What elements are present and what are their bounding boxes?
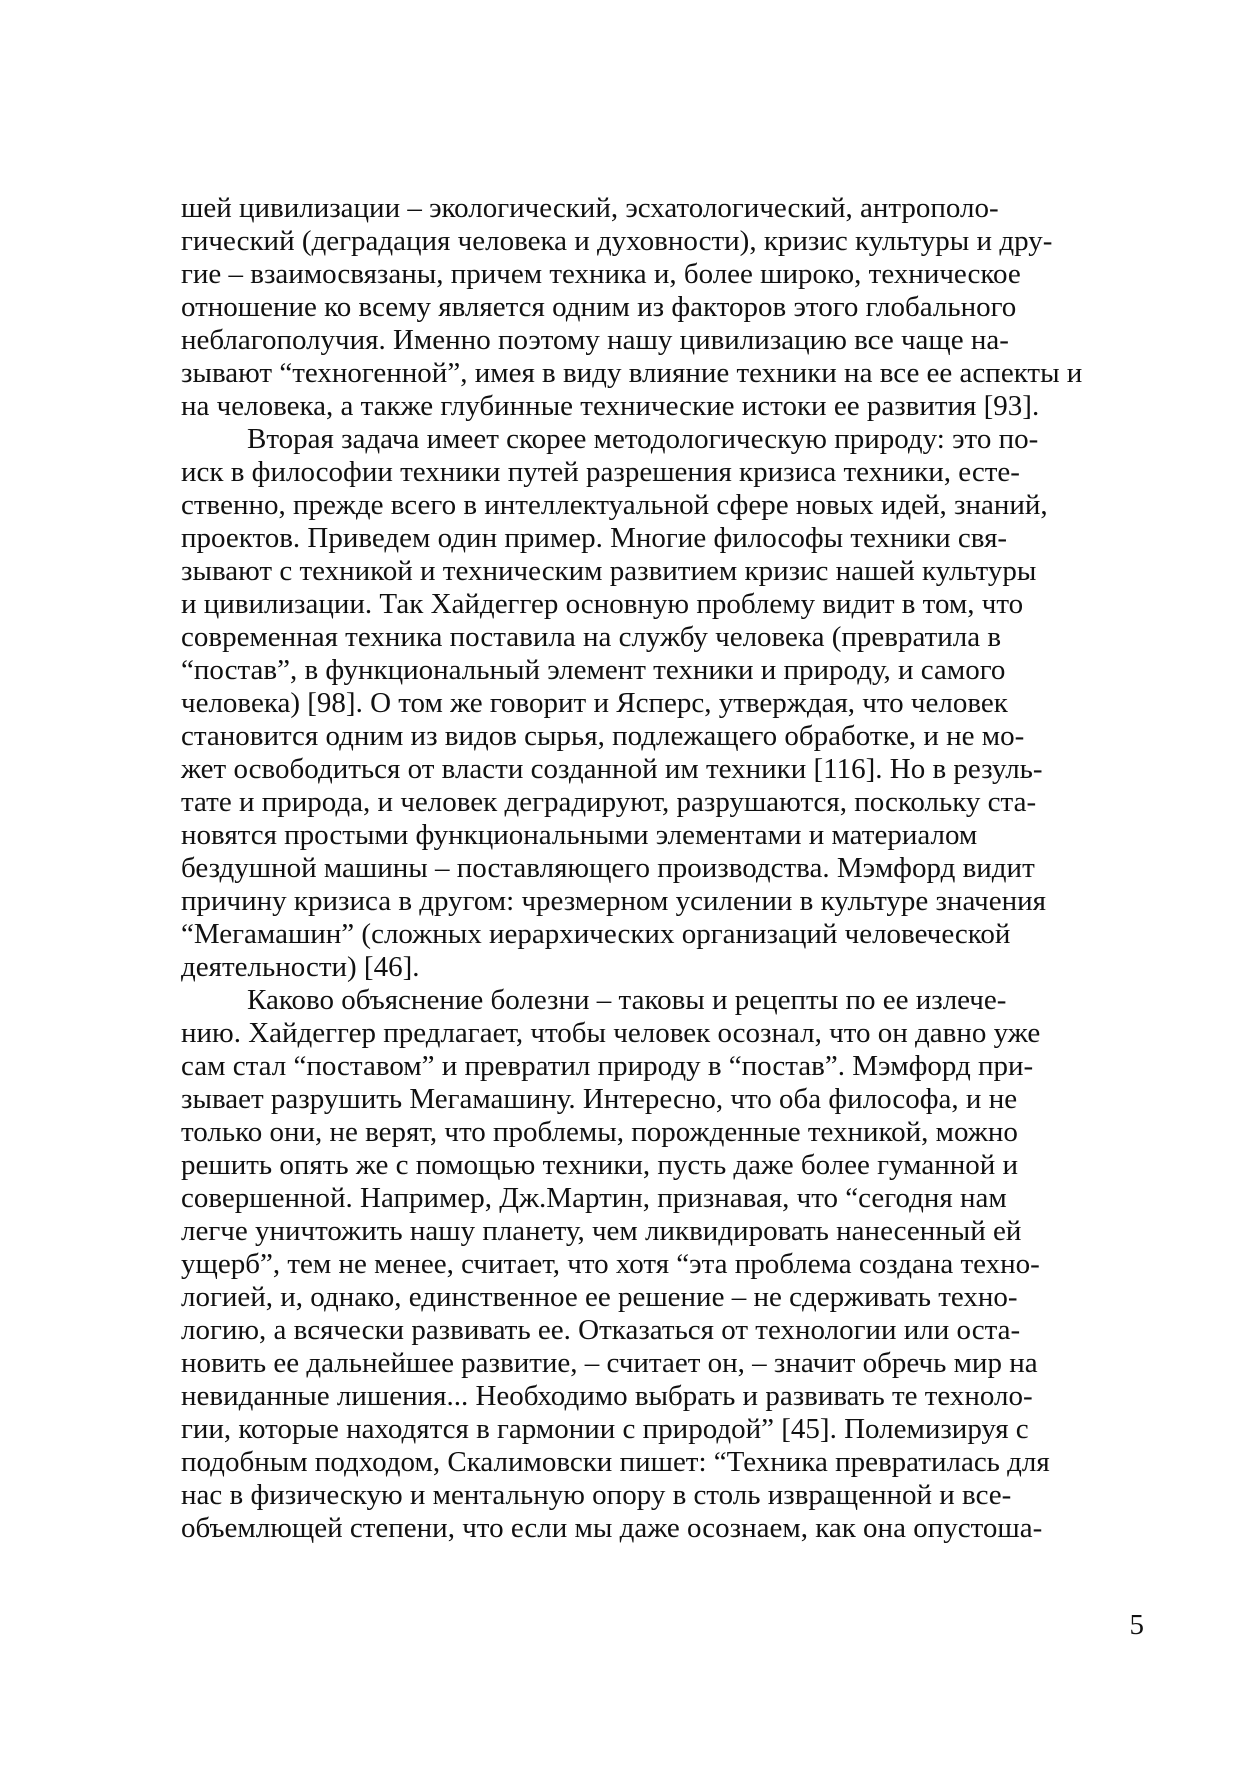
text-line: причину кризиса в другом: чрезмерном усилении в культуре значения — [181, 885, 1047, 917]
text-line: логией, и, однако, единственное ее решение – не сдерживать техно- — [181, 1281, 1018, 1313]
text-line: сам стал “поставом” и превратил природу в “постав”. Мэмфорд при- — [181, 1050, 1034, 1082]
text-line: человека) [98]. О том же говорит и Ясперс, утверждая, что человек — [181, 687, 1008, 719]
text-line: Каково объяснение болезни – таковы и рецепты по ее излече- — [247, 984, 1007, 1016]
text-line: зывают “техногенной”, имея в виду влияние техники на все ее аспекты и — [181, 357, 1083, 389]
text-line: новятся простыми функциональными элементами и материалом — [181, 819, 978, 851]
text-line: деятельности) [46]. — [181, 951, 420, 983]
text-line: гический (деградация человека и духовности), кризис культуры и дру- — [181, 225, 1053, 257]
text-line: на человека, а также глубинные технические истоки ее развития [93]. — [181, 390, 1040, 422]
text-line: тате и природа, и человек деградируют, разрушаются, поскольку ста- — [181, 786, 1037, 818]
text-line: “постав”, в функциональный элемент техники и природу, и самого — [181, 654, 1006, 686]
text-line: невиданные лишения... Необходимо выбрать и развивать те техноло- — [181, 1380, 1033, 1412]
text-line: жет освободиться от власти созданной им техники [116]. Но в резуль- — [181, 753, 1043, 785]
text-line: и цивилизации. Так Хайдеггер основную проблему видит в том, что — [181, 588, 1024, 620]
page-number: 5 — [1129, 1609, 1144, 1641]
text-line: “Мегамашин” (сложных иерархических организаций человеческой — [181, 918, 1011, 950]
text-line: становится одним из видов сырья, подлежащего обработке, и не мо- — [181, 720, 1025, 752]
text-line: неблагополучия. Именно поэтому нашу цивилизацию все чаще на- — [181, 324, 1009, 356]
text-line: зывают с техникой и техническим развитием кризис нашей культуры — [181, 555, 1037, 587]
text-line: иск в философии техники путей разрешения кризиса техники, есте- — [181, 456, 1020, 488]
text-line: нас в физическую и ментальную опору в столь извращенной и все- — [181, 1479, 1012, 1511]
text-line: объемлющей степени, что если мы даже осознаем, как она опустоша- — [181, 1512, 1043, 1544]
text-line: ственно, прежде всего в интеллектуальной сфере новых идей, знаний, — [181, 489, 1048, 521]
text-line: современная техника поставила на службу человека (превратила в — [181, 621, 1002, 653]
text-line: проектов. Приведем один пример. Многие философы техники свя- — [181, 522, 1008, 554]
text-line: гии, которые находятся в гармонии с природой” [45]. Полемизируя с — [181, 1413, 1029, 1445]
text-line: нию. Хайдеггер предлагает, чтобы человек осознал, что он давно уже — [181, 1017, 1041, 1049]
text-line: шей цивилизации – экологический, эсхатологический, антрополо- — [181, 192, 999, 224]
text-line: гие – взаимосвязаны, причем техника и, более широко, техническое — [181, 258, 1021, 290]
text-line: бездушной машины – поставляющего производства. Мэмфорд видит — [181, 852, 1035, 884]
text-line: только они, не верят, что проблемы, порожденные техникой, можно — [181, 1116, 1018, 1148]
text-line: зывает разрушить Мегамашину. Интересно, что оба философа, и не — [181, 1083, 1018, 1115]
text-line: Вторая задача имеет скорее методологическую природу: это по- — [247, 423, 1039, 455]
text-line: ущерб”, тем не менее, считает, что хотя “эта проблема создана техно- — [181, 1248, 1040, 1280]
text-line: новить ее дальнейшее развитие, – считает он, – значит обречь мир на — [181, 1347, 1038, 1379]
text-line: подобным подходом, Скалимовски пишет: “Техника превратилась для — [181, 1446, 1050, 1478]
text-line: логию, а всячески развивать ее. Отказаться от технологии или оста- — [181, 1314, 1021, 1346]
text-line: совершенной. Например, Дж.Мартин, признавая, что “сегодня нам — [181, 1182, 1007, 1214]
text-line: отношение ко всему является одним из факторов этого глобального — [181, 291, 1017, 323]
text-line: решить опять же с помощью техники, пусть даже более гуманной и — [181, 1149, 1019, 1181]
text-line: легче уничтожить нашу планету, чем ликвидировать нанесенный ей — [181, 1215, 1022, 1247]
